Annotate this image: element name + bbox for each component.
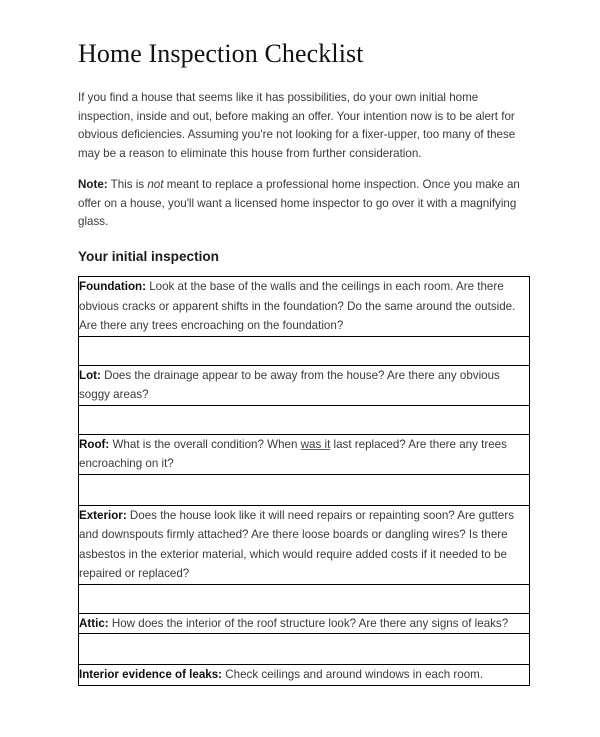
note-label: Note: xyxy=(78,178,108,192)
item-prompt: How does the interior of the roof structure look? Are there any signs of leaks? xyxy=(108,616,509,630)
item-label: Attic: xyxy=(79,616,109,630)
item-prompt: Check ceilings and around windows in each room. xyxy=(222,668,484,682)
table-row xyxy=(79,277,530,337)
note-text-before: This is xyxy=(107,178,148,192)
table-row xyxy=(79,474,530,505)
item-prompt: Does the drainage appear to be away from the house? Are there any obvious soggy areas? xyxy=(79,368,500,402)
item-prompt: Look at the base of the walls and the ceilings in each room. Are there obvious cracks or apparent shifts in the foundation? Do the same around the outside. Are there any trees encroaching on the foundation? xyxy=(79,280,516,333)
checklist-answer-foundation[interactable] xyxy=(79,336,530,365)
note-paragraph xyxy=(78,176,530,232)
page-title: Home Inspection Checklist xyxy=(78,39,364,68)
table-row xyxy=(79,634,530,665)
checklist-prompt-lot xyxy=(79,365,530,405)
table-row xyxy=(79,613,530,634)
prompt-text xyxy=(79,668,483,681)
note-text-after: meant to replace a professional home inspection. Once you make an offer on a house, you'll want a licensed home inspector to go over it with a magnifying glass. xyxy=(78,178,520,229)
item-prompt-part-1: What is the overall condition? When xyxy=(109,437,301,451)
prompt-text xyxy=(79,438,507,471)
prompt-text xyxy=(79,509,514,581)
checklist-prompt-attic xyxy=(79,613,530,634)
checklist-prompt-roof xyxy=(79,434,530,474)
prompt-text xyxy=(79,617,508,630)
checklist-prompt-foundation xyxy=(79,277,530,337)
item-prompt: Does the house look like it will need repairs or repainting soon? Are gutters and downspouts firmly attached? Are there loose boards or dangling wires? Is there asbestos in the exterior material, which would require added costs if it needed to be repaired or replaced? xyxy=(79,508,515,581)
checklist-answer-lot[interactable] xyxy=(79,405,530,434)
item-label: Foundation: xyxy=(79,280,146,294)
note-emphasis: not xyxy=(147,178,164,192)
checklist-answer-attic[interactable] xyxy=(79,634,530,665)
item-label: Roof: xyxy=(79,437,110,451)
section-heading-initial-inspection: Your initial inspection xyxy=(78,248,219,264)
prompt-text xyxy=(79,369,500,402)
item-prompt-part-2: last replaced? Are there any trees encroaching on it? xyxy=(79,437,507,471)
checklist-answer-exterior[interactable] xyxy=(79,584,530,613)
prompt-text xyxy=(79,280,515,332)
checklist-prompt-interior-leaks xyxy=(79,665,530,686)
table-row xyxy=(79,336,530,365)
table-row xyxy=(79,505,530,584)
table-row xyxy=(79,405,530,434)
item-label: Exterior: xyxy=(79,508,127,522)
table-row xyxy=(79,434,530,474)
intro-paragraph: If you find a house that seems like it has possibilities, do your own initial home inspection, inside and out, before making an offer. Your intention now is to be alert for obvious deficiencies. Assuming you're not looking for a fixer-upper, too many of these may be a reason to eliminate this house from further consideration. xyxy=(78,91,516,160)
checklist-prompt-exterior xyxy=(79,505,530,584)
item-label: Interior evidence of leaks: xyxy=(79,668,223,682)
grammar-flagged-text: was it xyxy=(300,437,331,451)
table-row xyxy=(79,665,530,686)
table-row xyxy=(79,365,530,405)
item-label: Lot: xyxy=(79,368,101,382)
document-content xyxy=(78,38,530,686)
checklist-answer-roof[interactable] xyxy=(79,474,530,505)
table-row xyxy=(79,584,530,613)
inspection-checklist-table xyxy=(78,276,530,686)
